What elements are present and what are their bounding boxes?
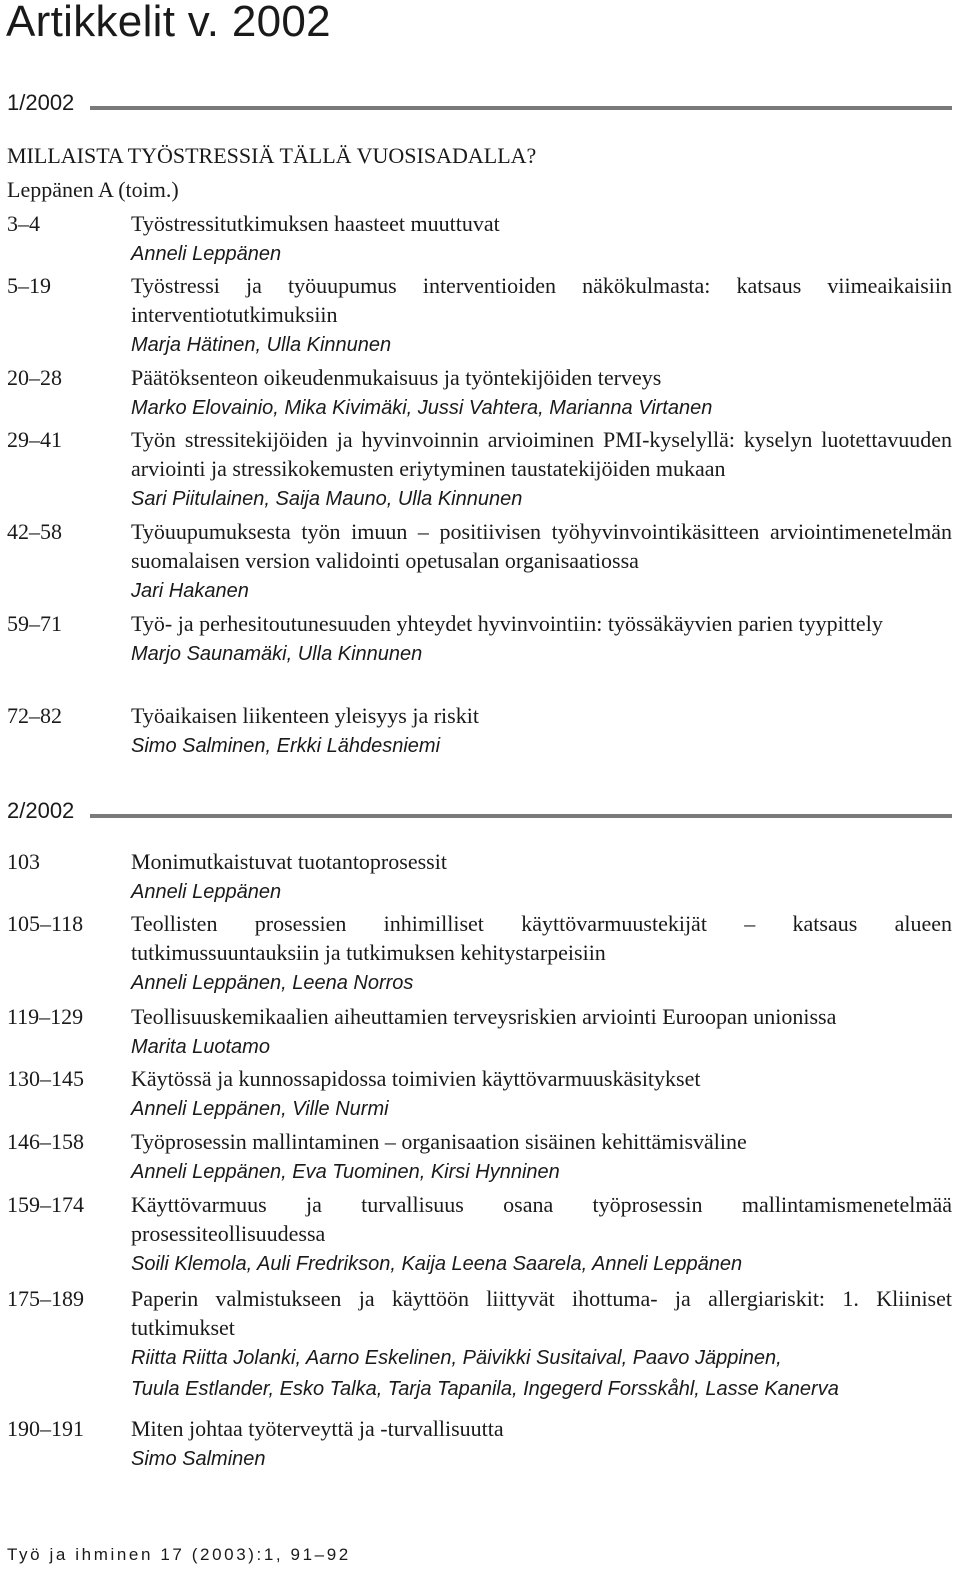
author-line: Soili Klemola, Auli Fredrikson, Kaija Leena Saarela, Anneli Leppänen: [131, 1253, 743, 1275]
article-pages: 190–191: [7, 1416, 84, 1441]
article-pages: 3–4: [7, 211, 40, 236]
article-pages: 159–174: [7, 1192, 84, 1217]
author-line: Riitta Riitta Jolanki, Aarno Eskelinen, Päivikki Susitaival, Paavo Jäppinen,: [131, 1347, 782, 1369]
issue-label: 2/2002: [7, 798, 75, 823]
article-authors: [131, 484, 952, 515]
article-authors: [131, 239, 952, 270]
author-line: Simo Salminen: [131, 1448, 266, 1470]
author-line: Tuula Estlander, Esko Talka, Tarja Tapanila, Ingegerd Forsskåhl, Lasse Kanerva: [131, 1378, 839, 1400]
article-title: Työstressi ja työuupumus interventioiden näkökulmasta: katsaus viimeaikaisiin interventiotutkimuksiin: [131, 273, 952, 327]
page-title: Artikkelit v. 2002: [6, 0, 331, 46]
article-title: Miten johtaa työterveyttä ja -turvallisuutta: [131, 1416, 504, 1441]
author-line: Anneli Leppänen, Leena Norros: [131, 972, 414, 994]
article-title: Teollisuuskemikaalien aiheuttamien terveysriskien arviointi Euroopan unionissa: [131, 1004, 837, 1029]
article-authors: [131, 1032, 952, 1063]
author-line: Anneli Leppänen: [131, 881, 282, 903]
article-title: Työstressitutkimuksen haasteet muuttuvat: [131, 211, 500, 236]
article-title: Työprosessin mallintaminen – organisaation sisäinen kehittämisväline: [131, 1129, 747, 1154]
article-authors: [131, 639, 952, 670]
author-line: Marko Elovainio, Mika Kivimäki, Jussi Vahtera, Marianna Virtanen: [131, 397, 713, 419]
author-line: Jari Hakanen: [131, 580, 249, 602]
issue-divider-rule: [90, 814, 952, 818]
author-line: Simo Salminen, Erkki Lähdesniemi: [131, 735, 441, 757]
article-title: Työuupumuksesta työn imuun – positiivisen työhyvinvointikäsitteen arviointimenetelmän suomalaisen version validointi opetusalan organisaatiossa: [131, 519, 952, 573]
issue-theme-editor: Leppänen A (toim.): [7, 177, 179, 202]
article-authors: [131, 1444, 952, 1475]
author-line: Anneli Leppänen: [131, 243, 282, 265]
article-pages: 72–82: [7, 703, 62, 728]
article-pages: 42–58: [7, 519, 62, 544]
issue-header-1: [7, 90, 952, 116]
article-title: Käyttövarmuus ja turvallisuus osana työprosessin mallintamismenetelmää prosessiteollisuudessa: [131, 1192, 952, 1246]
article-authors: [131, 576, 952, 607]
article-title: Työ- ja perhesitoutunesuuden yhteydet hyvinvointiin: työssäkäyvien parien tyypittely: [131, 611, 883, 636]
issue-label: 1/2002: [7, 90, 75, 115]
article-authors: [131, 968, 952, 999]
article-pages: 20–28: [7, 365, 62, 390]
article-title: Päätöksenteon oikeudenmukaisuus ja työntekijöiden terveys: [131, 365, 662, 390]
article-authors: [131, 877, 952, 908]
author-line: Marita Luotamo: [131, 1036, 270, 1058]
article-authors: [131, 1343, 952, 1405]
issue-header-2: [7, 798, 952, 824]
article-pages: 130–145: [7, 1066, 84, 1091]
article-authors: [131, 1157, 952, 1188]
author-line: Anneli Leppänen, Eva Tuominen, Kirsi Hynninen: [131, 1161, 560, 1183]
article-title: Käytössä ja kunnossapidossa toimivien käyttövarmuuskäsitykset: [131, 1066, 701, 1091]
article-pages: 59–71: [7, 611, 62, 636]
author-line: Anneli Leppänen, Ville Nurmi: [131, 1098, 389, 1120]
article-authors: [131, 393, 952, 424]
article-pages: 29–41: [7, 427, 62, 452]
issue-divider-rule: [90, 106, 952, 110]
article-authors: [131, 1249, 952, 1280]
article-authors: [131, 330, 952, 361]
article-pages: 103: [7, 849, 40, 874]
article-authors: [131, 1094, 952, 1125]
article-pages: 175–189: [7, 1286, 84, 1311]
article-pages: 5–19: [7, 273, 51, 298]
article-pages: 146–158: [7, 1129, 84, 1154]
article-title: Teollisten prosessien inhimilliset käyttövarmuustekijät – katsaus alueen tutkimussuuntauksiin ja tutkimuksen kehitystarpeisiin: [131, 911, 952, 965]
article-title: Paperin valmistukseen ja käyttöön liittyvät ihottuma- ja allergiariskit: 1. Kliiniset tutkimukset: [131, 1286, 952, 1340]
article-title: Monimutkaistuvat tuotantoprosessit: [131, 849, 447, 874]
author-line: Marjo Saunamäki, Ulla Kinnunen: [131, 643, 423, 665]
article-title: Työn stressitekijöiden ja hyvinvoinnin arvioiminen PMI-kyselyllä: kyselyn luotettavuuden arviointi ja stressikokemusten eriytyminen taustatekijöiden mukaan: [131, 427, 952, 481]
article-title: Työaikaisen liikenteen yleisyys ja riskit: [131, 703, 479, 728]
author-line: Sari Piitulainen, Saija Mauno, Ulla Kinnunen: [131, 488, 523, 510]
article-pages: 105–118: [7, 911, 84, 936]
page-footer: Työ ja ihminen 17 (2003):1, 91–92: [7, 1545, 351, 1564]
author-line: Marja Hätinen, Ulla Kinnunen: [131, 334, 392, 356]
article-pages: 119–129: [7, 1004, 84, 1029]
article-authors: [131, 731, 952, 762]
issue-theme-title: MILLAISTA TYÖSTRESSIÄ TÄLLÄ VUOSISADALLA?: [7, 143, 537, 168]
